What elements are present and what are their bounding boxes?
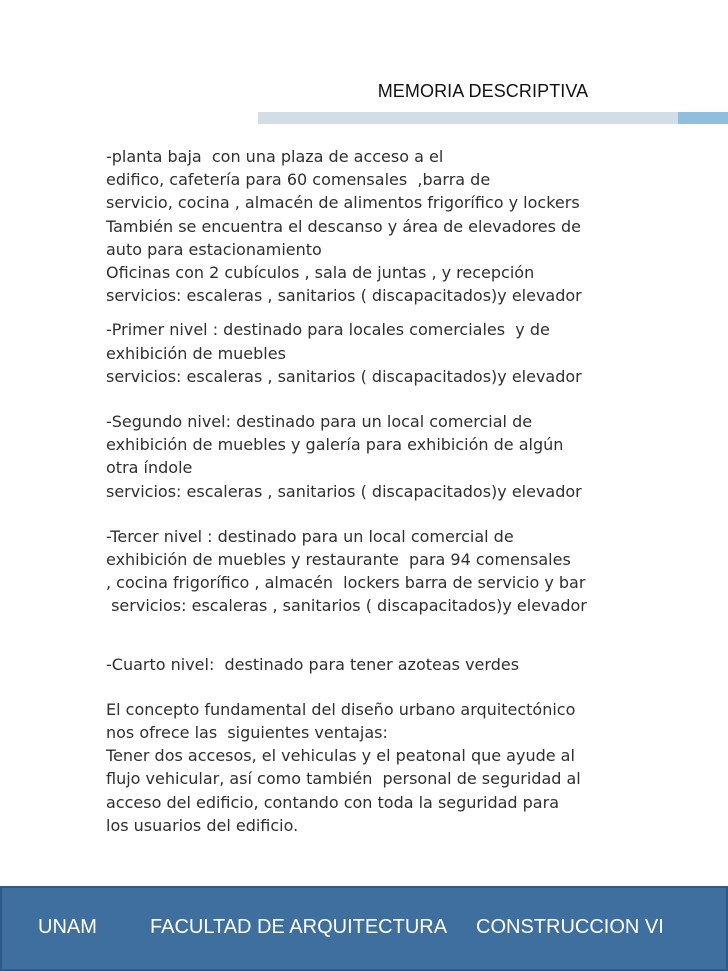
paragraph-planta-baja bbox=[106, 145, 706, 307]
text-line: acceso del edificio, contando con toda la seguridad para bbox=[106, 792, 559, 812]
text-line: -Tercer nivel : destinado para un local comercial de bbox=[106, 526, 514, 546]
paragraph-cuarto-nivel bbox=[106, 653, 706, 676]
text-line: servicios: escaleras , sanitarios ( discapacitados)y elevador bbox=[106, 596, 587, 616]
spacer bbox=[106, 618, 706, 653]
text-line: , cocina frigorífico , almacén lockers barra de servicio y bar bbox=[106, 573, 586, 593]
text-line: nos ofrece las siguientes ventajas: bbox=[106, 723, 388, 743]
footer-faculty-label: FACULTAD DE ARQUITECTURA bbox=[150, 916, 448, 938]
title-accent-bar bbox=[258, 112, 728, 124]
text-line: El concepto fundamental del diseño urbano arquitectónico bbox=[106, 699, 576, 719]
spacer bbox=[106, 307, 706, 318]
text-line: los usuarios del edificio. bbox=[106, 815, 299, 835]
text-line: -Segundo nivel: destinado para un local comercial de bbox=[106, 412, 533, 432]
text-line: -Cuarto nivel: destinado para tener azoteas verdes bbox=[106, 654, 520, 674]
text-line: servicios: escaleras , sanitarios ( discapacitados)y elevador bbox=[106, 481, 582, 501]
paragraph-concepto bbox=[106, 698, 706, 837]
footer-course-label: CONSTRUCCION VI bbox=[476, 916, 664, 938]
text-line: exhibición de muebles y galería para exhibición de algún bbox=[106, 435, 564, 455]
text-line: edifico, cafetería para 60 comensales ,barra de bbox=[106, 170, 491, 190]
text-line: Tener dos accesos, el vehiculas y el peatonal que ayude al bbox=[106, 746, 575, 766]
paragraph-segundo-nivel bbox=[106, 410, 706, 503]
paragraph-primer-nivel bbox=[106, 318, 706, 388]
text-line: otra índole bbox=[106, 458, 193, 478]
spacer bbox=[106, 388, 706, 410]
text-line: auto para estacionamiento bbox=[106, 239, 322, 259]
text-line: -Primer nivel : destinado para locales comerciales y de bbox=[106, 320, 550, 340]
text-line: servicios: escaleras , sanitarios ( discapacitados)y elevador bbox=[106, 366, 582, 386]
footer-unam-label: UNAM bbox=[38, 916, 97, 938]
text-line: exhibición de muebles bbox=[106, 343, 286, 363]
accent-bar-dark-segment bbox=[678, 112, 728, 124]
text-line: flujo vehicular, así como también personal de seguridad al bbox=[106, 769, 581, 789]
text-line: servicio, cocina , almacén de alimentos frigorífico y lockers bbox=[106, 193, 580, 213]
text-line: exhibición de muebles y restaurante para 94 comensales bbox=[106, 550, 571, 570]
accent-bar-light-segment bbox=[258, 112, 678, 124]
text-line: servicios: escaleras , sanitarios ( discapacitados)y elevador bbox=[106, 286, 582, 306]
page-title: MEMORIA DESCRIPTIVA bbox=[377, 81, 589, 101]
text-line: Oficinas con 2 cubículos , sala de juntas , y recepción bbox=[106, 263, 535, 283]
body-content bbox=[106, 145, 706, 837]
paragraph-tercer-nivel bbox=[106, 525, 706, 618]
spacer bbox=[106, 676, 706, 698]
spacer bbox=[106, 503, 706, 525]
footer-bar bbox=[0, 886, 728, 971]
text-line: -planta baja con una plaza de acceso a el bbox=[106, 147, 444, 166]
text-line: También se encuentra el descanso y área de elevadores de bbox=[106, 216, 582, 236]
